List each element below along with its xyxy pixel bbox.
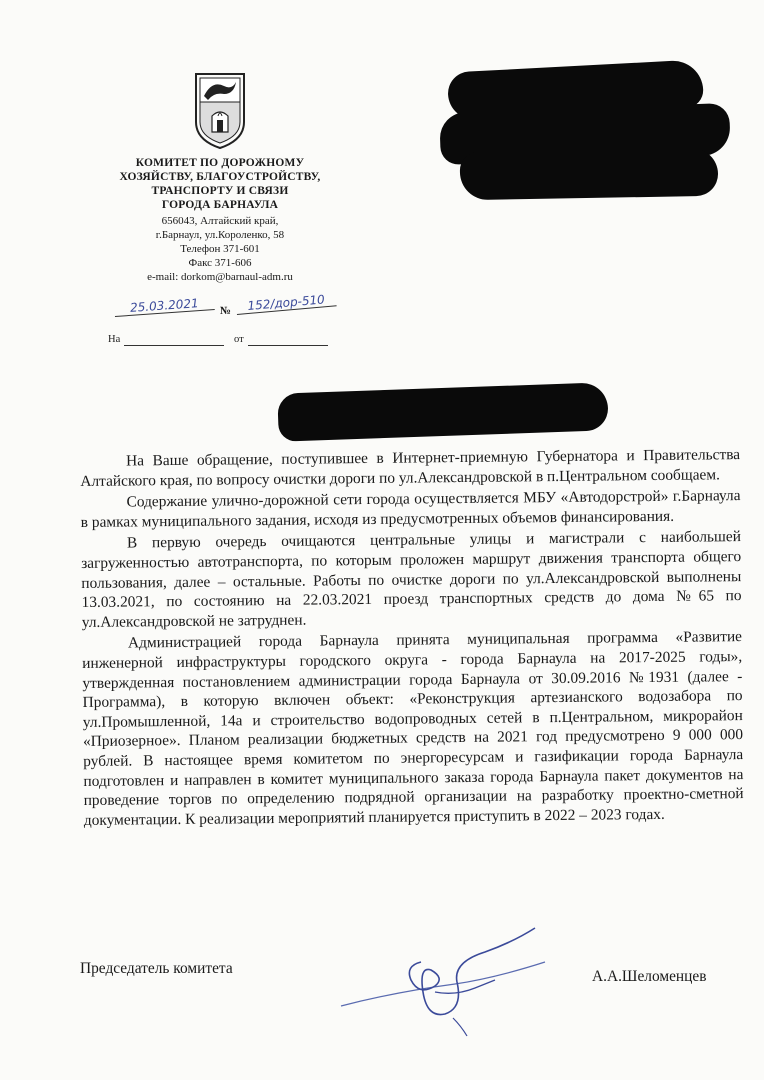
incoming-reference-line <box>108 334 348 350</box>
from-blank-line <box>248 345 328 346</box>
number-label: № <box>220 305 232 317</box>
org-line: ХОЗЯЙСТВУ, БЛАГОУСТРОЙСТВУ, <box>119 171 321 183</box>
on-blank-line <box>124 345 224 346</box>
from-label: от <box>234 334 244 345</box>
body-paragraph: Администрацией города Барнаула принята муниципальная программа «Развитие инженерной инфраструктуры городского округа - города Барнаула на 2017-2025 годы», утвержденная постановлением администрации города Барнаула от 30.09.2016 №1931 (далее - Программа), в которую включен объект: «Реконструкция артезианского водозабора по ул.Промышленной, 14а и строительство водопроводных сетей в п.Центральном, микрорайон «Приозерное». Планом реализации бюджетных средств на 2021 год предусмотрено 9 000 000 рублей. В настоящее время комитетом по энергоресурсам и газификации города Барнаула подготовлен и направлен в комитет муниципального заказа города Барнаула пакет документов на проведение торгов по определению подрядной организации на разработку проектно-сметной документации. К реализации мероприятий планируется приступить в 2022 – 2023 годах. <box>82 628 744 829</box>
handwritten-signature <box>335 922 565 1042</box>
body-paragraph: На Ваше обращение, поступившее в Интернет-приемную Губернатора и Правительства Алтайского края, по вопросу очистки дороги по ул.Александровской в п.Центральном сообщаем. <box>80 446 741 490</box>
body-paragraph: Содержание улично-дорожной сети города осуществляется МБУ «Автодорстрой» г.Барнаула в рамках муниципального задания, исходя из предусмотренных объемов финансирования. <box>80 487 741 531</box>
email: e-mail: dorkom@barnaul-adm.ru <box>147 271 293 283</box>
outgoing-date: 25.03.2021 <box>114 295 215 317</box>
contacts-block <box>80 214 360 284</box>
org-line: ГОРОДА БАРНАУЛА <box>161 199 279 211</box>
reference-line <box>95 292 345 324</box>
address-line-2: г.Барнаул, ул.Короленко, 58 <box>155 229 285 241</box>
address-line-1: 656043, Алтайский край, <box>161 215 279 227</box>
redaction-block <box>277 382 608 441</box>
signer-title: Председатель комитета <box>80 960 233 977</box>
on-label: На <box>108 334 121 345</box>
outgoing-number: 152/дор-510 <box>236 291 337 315</box>
body-paragraph: В первую очередь очищаются центральные улицы и магистрали с наибольшей загруженностью автотранспорта, по которым проложен маршрут движения транспорта общего пользования, далее – остальные. Работы по очистке дороги по ул.Александровской выполнены 13.03.2021, по состоянию на 22.03.2021 проезд транспортных средств до дома №65 по ул.Александровской не затруднен. <box>81 528 742 631</box>
fax: Факс 371-606 <box>188 257 252 269</box>
org-line: КОМИТЕТ ПО ДОРОЖНОМУ <box>135 157 305 169</box>
org-line: ТРАНСПОРТУ И СВЯЗИ <box>151 185 289 197</box>
letter-body <box>80 445 744 832</box>
redaction-block <box>460 148 719 200</box>
coat-of-arms-icon <box>190 70 250 150</box>
signer-name: А.А.Шеломенцев <box>592 968 707 985</box>
organization-name <box>80 156 360 212</box>
phone: Телефон 371-601 <box>180 243 260 255</box>
